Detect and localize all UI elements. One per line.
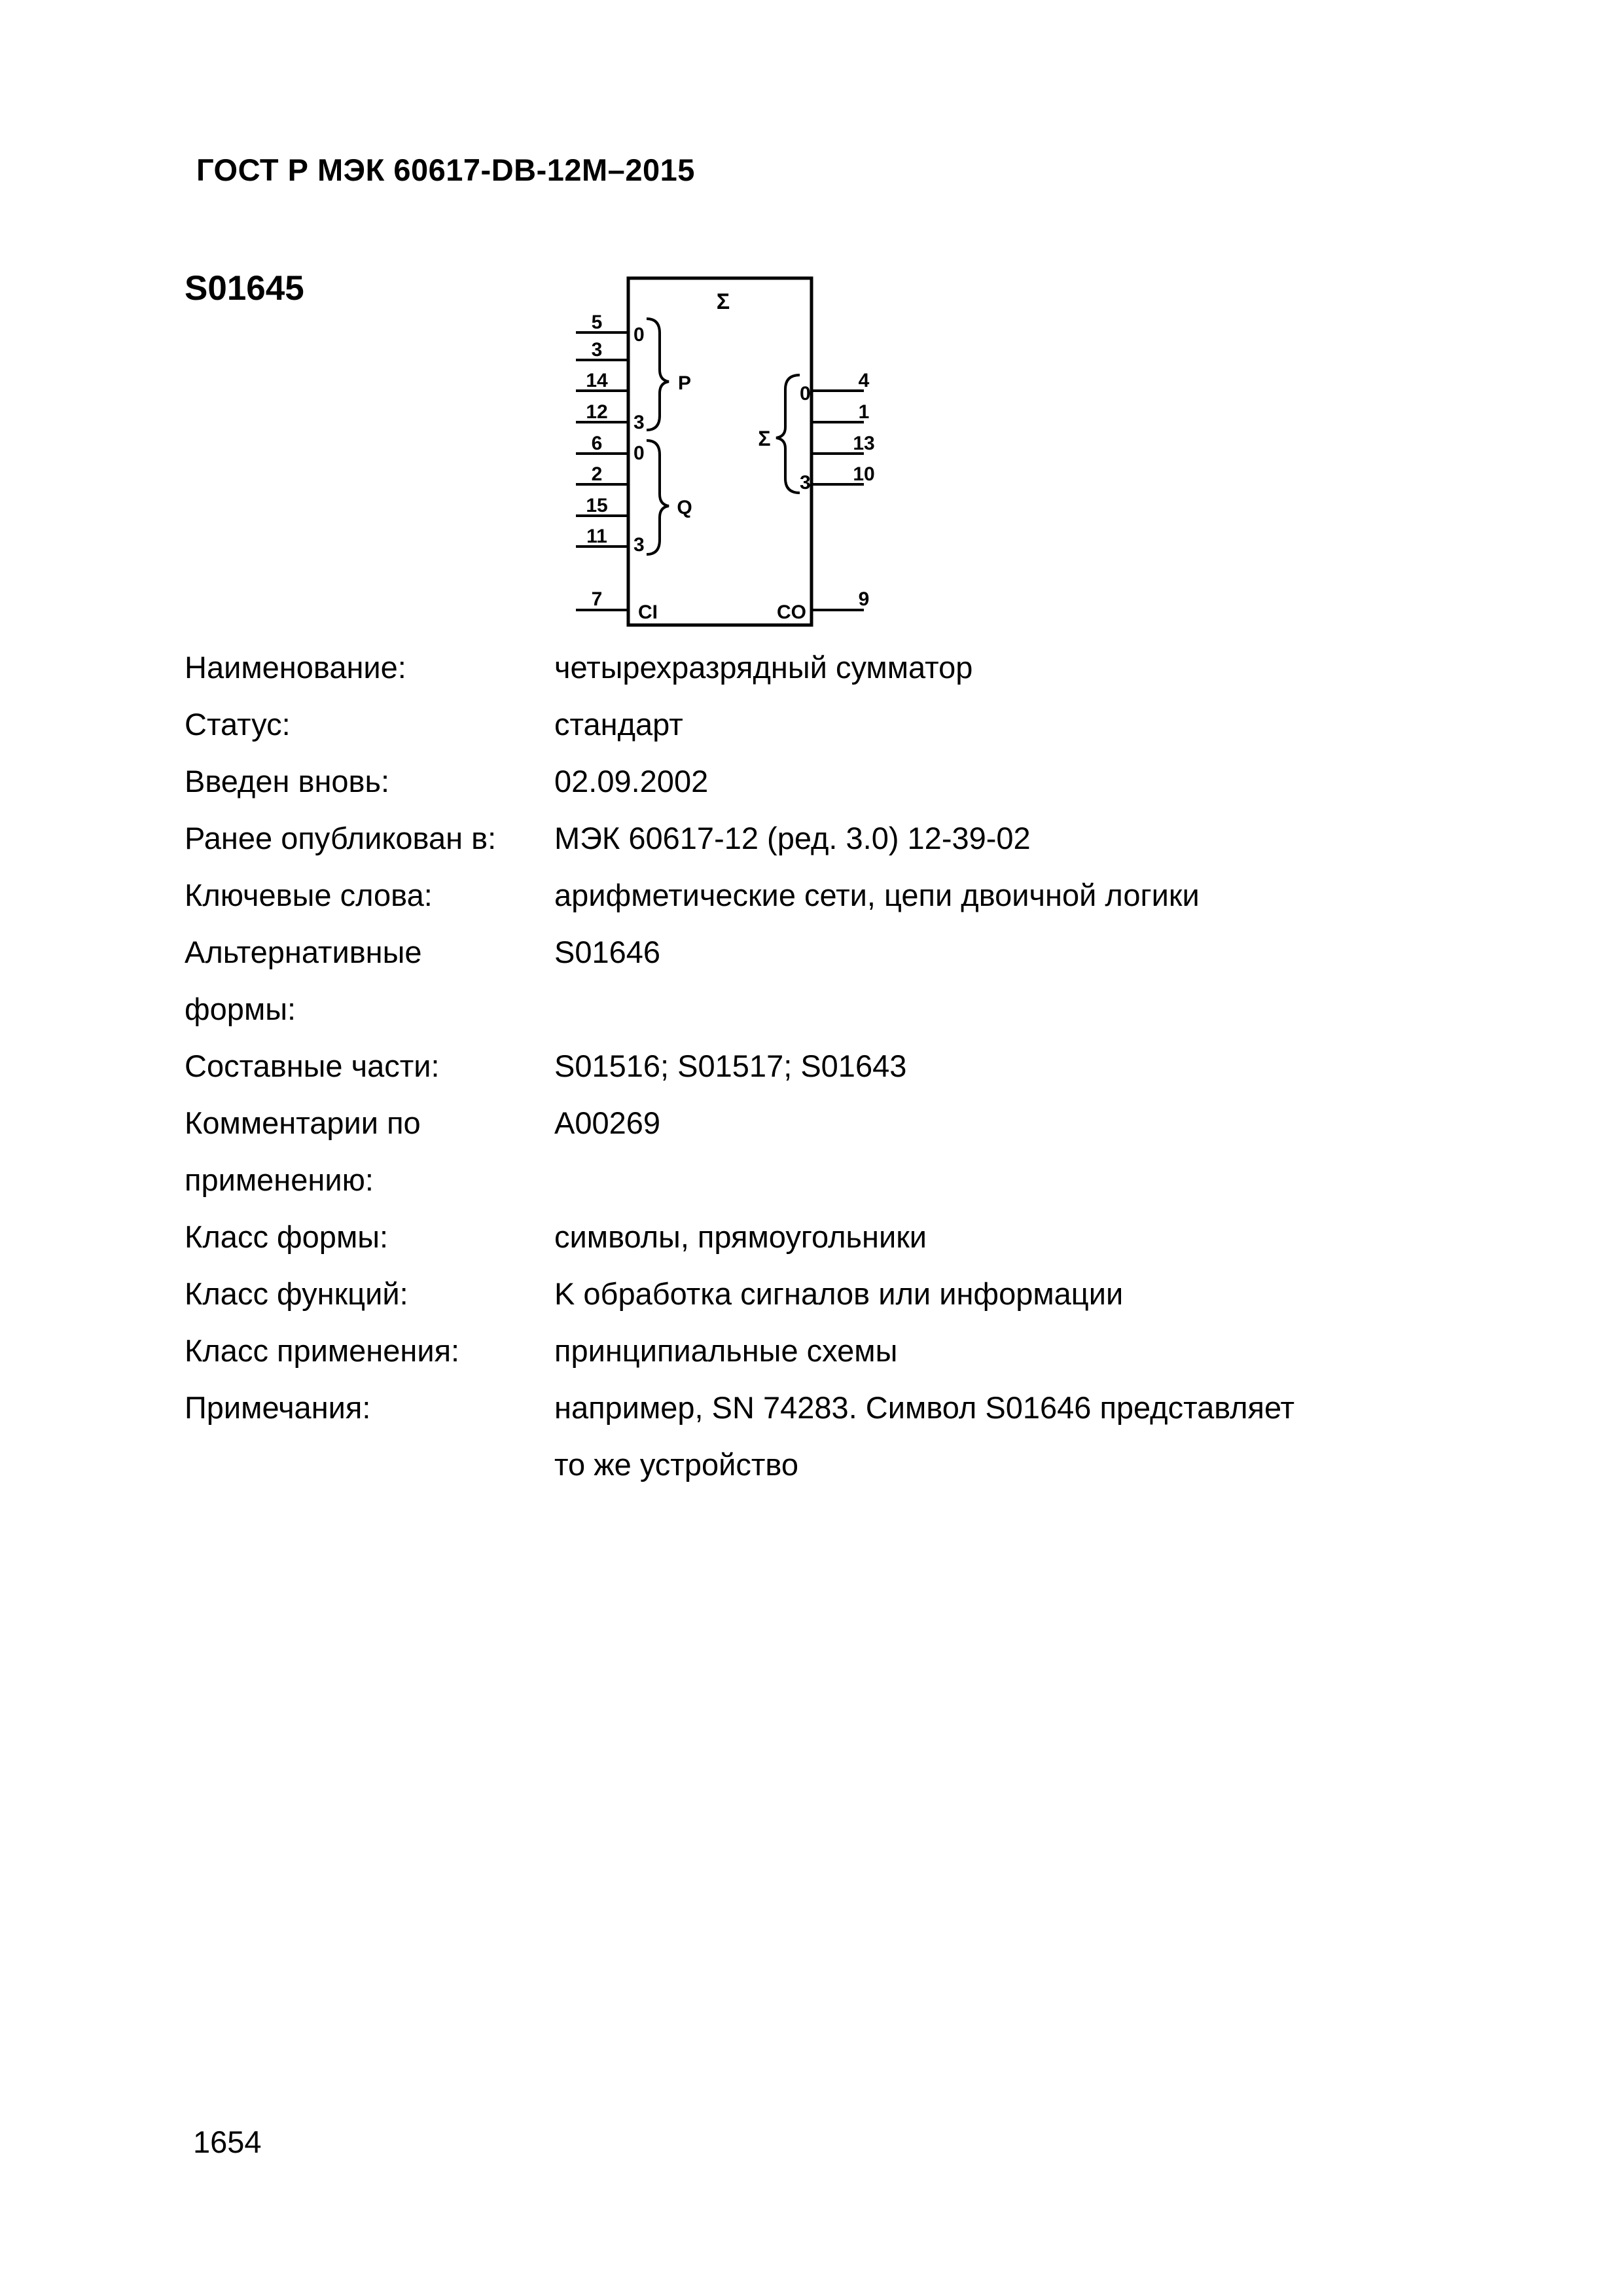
property-label: Наименование: (185, 650, 406, 685)
property-value: 02.09.2002 (554, 764, 709, 798)
property-value: МЭК 60617-12 (ред. 3.0) 12-39-02 (554, 821, 1031, 855)
property-value: S01646 (554, 935, 661, 969)
property-label: Комментарии по применению: (185, 1105, 421, 1197)
property-row (185, 1322, 1493, 1379)
q-brace (647, 440, 669, 554)
pin-s1: 1 (858, 401, 870, 423)
pin-q2: 15 (586, 495, 608, 516)
property-row (185, 924, 1493, 1037)
q-bit-high: 3 (633, 534, 645, 556)
q-bit-low: 0 (633, 442, 645, 464)
property-row (185, 1265, 1493, 1322)
pin-s0: 4 (858, 370, 870, 391)
property-label: Статус: (185, 707, 291, 742)
symbol-title: Σ (716, 289, 730, 314)
property-value: стандарт (554, 707, 683, 742)
property-label: Ключевые слова: (185, 878, 433, 912)
p-bit-high: 3 (633, 412, 645, 433)
pin-p2: 14 (586, 370, 608, 391)
property-value: S01516; S01517; S01643 (554, 1049, 907, 1083)
property-row (185, 1208, 1493, 1265)
page-number: 1654 (193, 2125, 262, 2159)
property-row (185, 696, 1493, 753)
pin-s2: 13 (853, 433, 875, 454)
property-value: четырехразрядный сумматор (554, 650, 973, 685)
property-label: Примечания: (185, 1390, 371, 1425)
property-label: Альтернативные формы: (185, 935, 422, 1026)
p-brace (647, 319, 669, 430)
property-label: Класс функций: (185, 1276, 408, 1311)
property-label: Составные части: (185, 1049, 440, 1083)
sum-brace (776, 375, 800, 493)
properties-table (185, 639, 1493, 1493)
pin-p0: 5 (591, 312, 603, 333)
sum-bit-low: 0 (800, 383, 811, 404)
pin-co: 9 (858, 588, 870, 610)
property-label: Введен вновь: (185, 764, 390, 798)
property-row (185, 753, 1493, 810)
pin-q0: 6 (591, 433, 603, 454)
property-row (185, 867, 1493, 924)
p-group-label: P (677, 372, 692, 394)
property-row (185, 639, 1493, 696)
sum-bit-high: 3 (800, 472, 811, 493)
property-value: например, SN 74283. Символ S01646 представляет то же устройство (554, 1390, 1295, 1482)
property-row (185, 810, 1493, 867)
property-row (185, 1379, 1493, 1493)
property-value: принципиальные схемы (554, 1333, 898, 1368)
symbol-id: S01645 (185, 269, 304, 308)
co-label: CO (777, 601, 806, 623)
ci-label: CI (638, 601, 658, 623)
property-label: Ранее опубликован в: (185, 821, 497, 855)
property-value: символы, прямоугольники (554, 1219, 927, 1254)
property-label: Класс применения: (185, 1333, 460, 1368)
pin-ci: 7 (591, 588, 603, 610)
property-value: арифметические сети, цепи двоичной логики (554, 878, 1200, 912)
pin-q3: 11 (586, 526, 607, 547)
p-bit-low: 0 (633, 324, 645, 346)
pin-p3: 12 (586, 401, 608, 423)
q-group-label: Q (677, 497, 692, 518)
property-value: K обработка сигналов или информации (554, 1276, 1124, 1311)
adder-symbol-drawing (556, 265, 897, 641)
property-label: Класс формы: (185, 1219, 389, 1254)
pin-s3: 10 (853, 463, 875, 485)
property-row (185, 1094, 1493, 1208)
pin-p1: 3 (591, 339, 603, 361)
document-header: ГОСТ Р МЭК 60617-DB-12M–2015 (196, 152, 695, 187)
property-row (185, 1037, 1493, 1094)
pin-q1: 2 (591, 463, 603, 485)
sum-group-label: Σ (758, 427, 771, 450)
property-value: A00269 (554, 1105, 661, 1140)
